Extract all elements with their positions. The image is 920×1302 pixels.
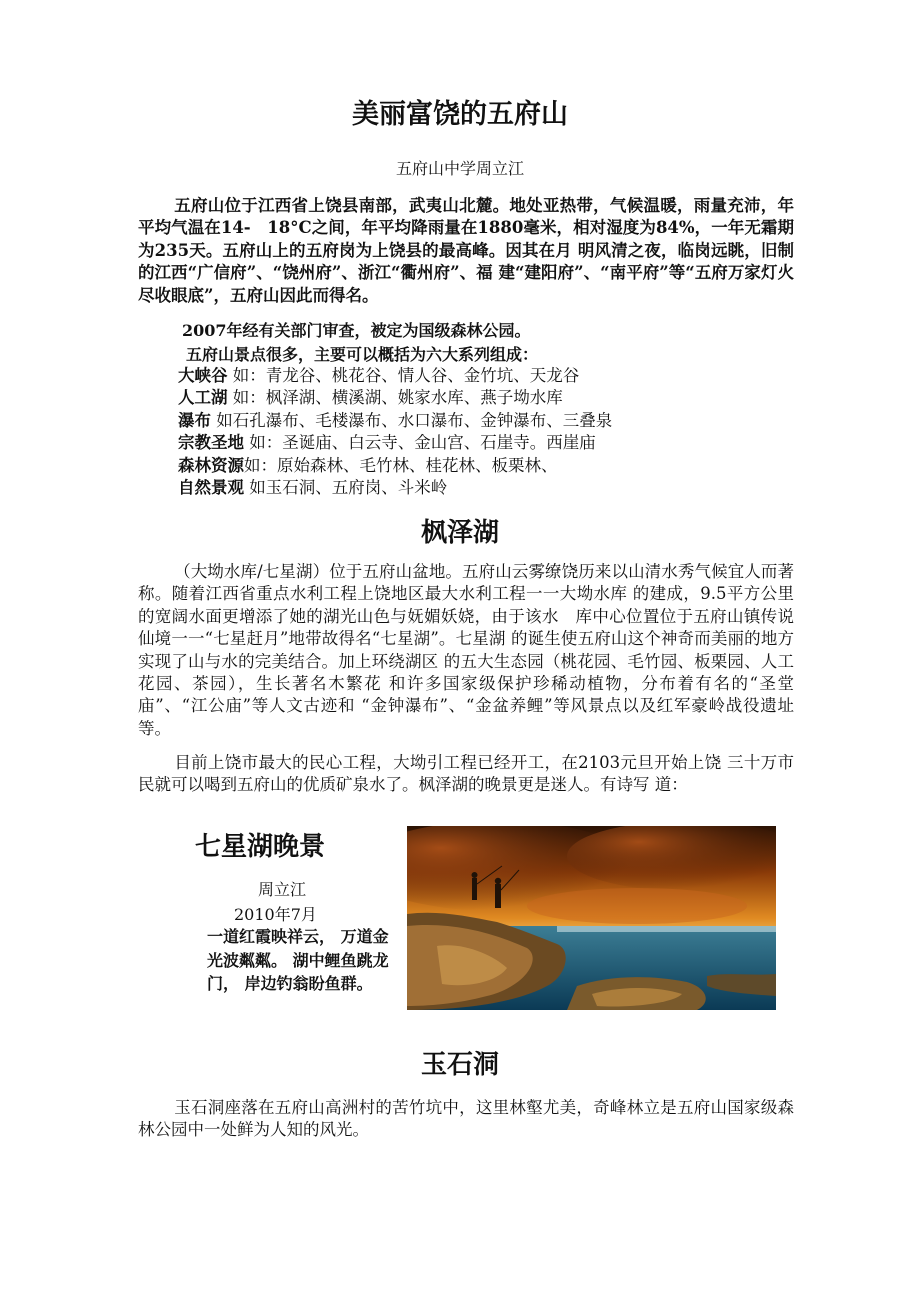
lake-sunset-image	[407, 826, 776, 1010]
section-heading-fengze-lake: 枫泽湖	[420, 518, 499, 548]
water-project-text: 目前上饶市最大的民心工程，大坳引工程已经开工，在2103元旦开始上饶 三十万市民就可以喝到五府山的优质矿泉水了。枫泽湖的晚景更是迷人。有诗写 道：	[138, 753, 794, 795]
poem-title: 七星湖晚景	[195, 832, 326, 862]
category-term: 森林资源	[178, 455, 244, 475]
category-row	[178, 365, 612, 387]
category-row	[178, 387, 612, 409]
poem-body: 一道红霞映祥云， 万道金光波粼粼。 湖中鲤鱼跳龙门， 岸边钓翁盼鱼群。	[207, 927, 389, 993]
category-row	[178, 455, 612, 477]
category-items: 如玉石洞、五府岗、斗米岭	[244, 477, 448, 497]
author-line: 五府山中学周立江	[395, 159, 524, 178]
jade-cave-paragraph	[138, 1097, 794, 1142]
poem-date: 2010年7月	[234, 905, 317, 924]
category-items: 如：青龙谷、桃花谷、情人谷、金竹坑、天龙谷	[227, 366, 580, 385]
category-row	[178, 410, 612, 432]
category-term: 宗教圣地	[178, 433, 244, 453]
scenic-category-list	[178, 365, 612, 499]
category-items: 如石孔瀑布、毛楼瀑布、水口瀑布、金钟瀑布、三叠泉	[211, 410, 613, 430]
category-items: 如：圣诞庙、白云寺、金山宫、石崖寺。西崖庙	[244, 433, 596, 453]
park-designation-note: 2007年经有关部门审查，被定为国级森林公园。	[182, 321, 531, 340]
category-term: 大峡谷	[178, 366, 228, 385]
lake-sunset-photo	[407, 826, 776, 1010]
jade-cave-text: 玉石洞座落在五府山高洲村的苦竹坑中，这里林壑尤美，奇峰林立是五府山国家级森林公园中一处鲜为人知的风光。	[138, 1098, 794, 1140]
section-heading-jade-cave: 玉石洞	[420, 1050, 499, 1080]
category-term: 瀑布	[178, 410, 211, 430]
category-term: 自然景观	[178, 477, 244, 497]
category-row	[178, 477, 612, 499]
category-term: 人工湖	[178, 388, 228, 408]
category-items: 如：枫泽湖、横溪湖、姚家水库、燕子坳水库	[227, 388, 563, 408]
poem-author: 周立江	[258, 880, 307, 899]
fengze-lake-text: （大坳水库/七星湖）位于五府山盆地。五府山云雾缭饶历来以山清水秀气候宜人而著称。随着江西省重点水利工程上饶地区最大水利工程一一大坳水库 的建成，9.5平方公里的宽阔水面更增添了她的湖光山色与妩媚妖娆，由于该水 库中心位置位于五府山镇传说仙境一一“七星赶月”地带故得名“七星湖”。七星湖 的诞生使五府山这个神奇而美丽的地方实现了山与水的完美结合。加上环绕湖区 的五大生态园（桃花园、毛竹园、板栗园、人工花园、茶园），生长著名木繁花 和许多国家级保护珍稀动植物，分布着有名的“圣堂庙”、“江公庙”等人文古迹和 “金钟瀑布”、“金盆养鲤”等风景点以及红军豪岭战役遗址等。	[138, 562, 794, 738]
intro-paragraph	[138, 195, 794, 307]
category-row	[178, 432, 612, 454]
document-title: 美丽富饶的五府山	[352, 99, 568, 130]
category-items: 如：原始森林、毛竹林、桂花林、板栗林、	[244, 455, 558, 475]
water-project-paragraph	[138, 752, 794, 797]
scenic-spots-intro: 五府山景点很多，主要可以概括为六大系列组成：	[186, 345, 539, 364]
fengze-lake-paragraph	[138, 561, 794, 740]
intro-text: 五府山位于江西省上饶县南部，武夷山北麓。地处亚热带，气候温暖，雨量充沛，年平均气温在14- 18°C之间，年平均降雨量在1880毫米，相对湿度为84%，一年无霜期为235天。五府山上的五府岗为上饶县的最高峰。因其在月 明风清之夜，临岗远眺，旧制的江西“广信府”、“饶州府”、浙江“衢州府”、福 建“建阳府”、“南平府”等“五府万家灯火尽收眼底”，五府山因此而得名。	[138, 196, 794, 305]
